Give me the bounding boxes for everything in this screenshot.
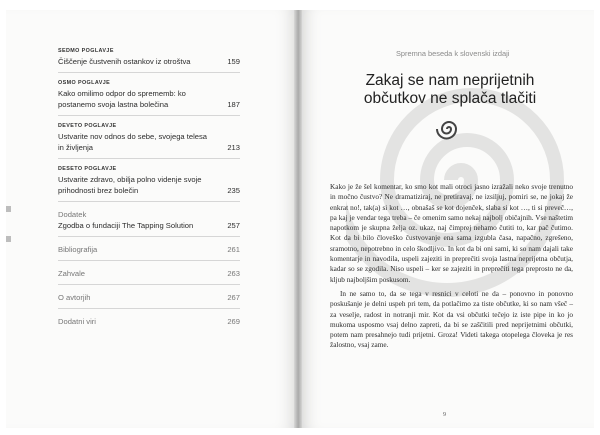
divider bbox=[58, 236, 240, 237]
chapter-title: Ustvarite zdravo, obilja polno videnje svoje prihodnosti brez bolečin bbox=[58, 175, 202, 195]
right-page-foreword bbox=[298, 10, 594, 428]
page-number: 187 bbox=[227, 100, 240, 109]
paragraph: Kako je že šel komentar, ko smo kot mali otroci jasno izražali neko svoje trenutno in močno čustvo? Ne dramatiziraj, ne pretiravaj, ne izsiljuj, pomiri se, ne jokaj že enkrat no!, tak(a) si kot …, obnašaš se kot dojenček, slaba si kot …, ti si preveč…, pa kaj je vendar tega treba – če omenim samo nekaj najbolj običajnih. Vse naštetim napotkom je skupna želja oz. ukaz, naj čimprej nehamo čutiti to, kar pač čutimo. Kot da bi bilo človeško čustvovanje ena sama izgubla časa, napačno, zgrešeno, sramotno, nepotrebno in celo škodljivo. In kot da bi oni sami, ki so nam dajali take komentarje in navodila, uspeli zajeziti in preprečiti svoja lastna neprijetna občutja, kadar so se zgodila. Niso uspeli – ker se zajeziti in preprečiti tega preprosto ne da, kljub najboljšim poskusom. bbox=[330, 183, 573, 284]
divider bbox=[58, 260, 240, 261]
chapter-title: Ustvarite nov odnos do sebe, svojega telesa in življenja bbox=[58, 132, 208, 152]
toc-entry bbox=[58, 123, 240, 153]
extra-title: Zahvale bbox=[58, 269, 86, 278]
heading-line: Zakaj se nam neprijetnih bbox=[365, 72, 535, 89]
heading-line: občutkov ne splača tlačiti bbox=[363, 90, 537, 107]
book-gutter bbox=[294, 10, 302, 428]
page-number: 269 bbox=[227, 317, 240, 326]
extra-title: Bibliografija bbox=[58, 245, 98, 254]
divider bbox=[58, 115, 240, 116]
page-number: 257 bbox=[227, 221, 240, 230]
toc-entry bbox=[58, 80, 240, 110]
extra-title: O avtorjih bbox=[58, 293, 91, 302]
divider bbox=[58, 158, 240, 159]
chapter-heading bbox=[340, 72, 560, 108]
toc-entry bbox=[58, 316, 240, 327]
toc-entry bbox=[58, 48, 240, 67]
chapter-label: DEVETO POGLAVJE bbox=[58, 123, 117, 129]
toc-entry bbox=[58, 292, 240, 303]
divider bbox=[58, 201, 240, 202]
toc-entry bbox=[58, 244, 240, 255]
toc-appendix bbox=[58, 209, 240, 231]
paragraph: In ne samo to, da se tega v resnici v celoti ne da – ponovno in ponovno poskušanje je delni uspeh pri tem, da potlačimo za tiste občutke, ki so nam všeč – za veselje, radost in notranji mir. Kot da vsi občutki tečejo iz iste pipe in ko jo mukoma usposmo vsaj delno zapreti, da bi se zaščitili pred neprijetnimi občutki, potem nam presahnejo tudi prijetni. Groza! Videti takega otopelega človeka je res žalostno, vsaj zame. bbox=[330, 289, 573, 350]
page-number: 213 bbox=[227, 143, 240, 152]
ribbon-marker bbox=[6, 236, 11, 242]
toc-entry bbox=[58, 268, 240, 279]
toc-entry bbox=[58, 166, 240, 196]
appendix-heading: Dodatek bbox=[58, 210, 87, 219]
page-number: 261 bbox=[227, 245, 240, 254]
chapter-label: SEDMO POGLAVJE bbox=[58, 48, 114, 54]
chapter-label: DESETO POGLAVJE bbox=[58, 166, 117, 172]
table-of-contents bbox=[58, 48, 240, 327]
chapter-title: Kako omilimo odpor do sprememb: ko postanemo svoja lastna bolečina bbox=[58, 89, 186, 109]
running-head: Spremna beseda k slovenski izdaji bbox=[396, 49, 510, 58]
appendix-title: Zgodba o fundaciji The Tapping Solution bbox=[58, 221, 194, 230]
left-page-contents bbox=[6, 10, 298, 428]
page-number: 159 bbox=[227, 57, 240, 66]
body-text bbox=[330, 182, 573, 351]
ribbon-marker bbox=[6, 206, 11, 212]
divider bbox=[58, 72, 240, 73]
extra-title: Dodatni viri bbox=[58, 317, 96, 326]
chapter-title: Čiščenje čustvenih ostankov iz otroštva bbox=[58, 57, 191, 66]
spiral-ornament-icon bbox=[433, 118, 463, 140]
chapter-label: OSMO POGLAVJE bbox=[58, 80, 111, 86]
book-spread bbox=[6, 10, 594, 428]
page-number: 235 bbox=[227, 186, 240, 195]
page-folio: 9 bbox=[443, 412, 446, 418]
divider bbox=[58, 284, 240, 285]
page-number: 263 bbox=[227, 269, 240, 278]
divider bbox=[58, 308, 240, 309]
page-number: 267 bbox=[227, 293, 240, 302]
